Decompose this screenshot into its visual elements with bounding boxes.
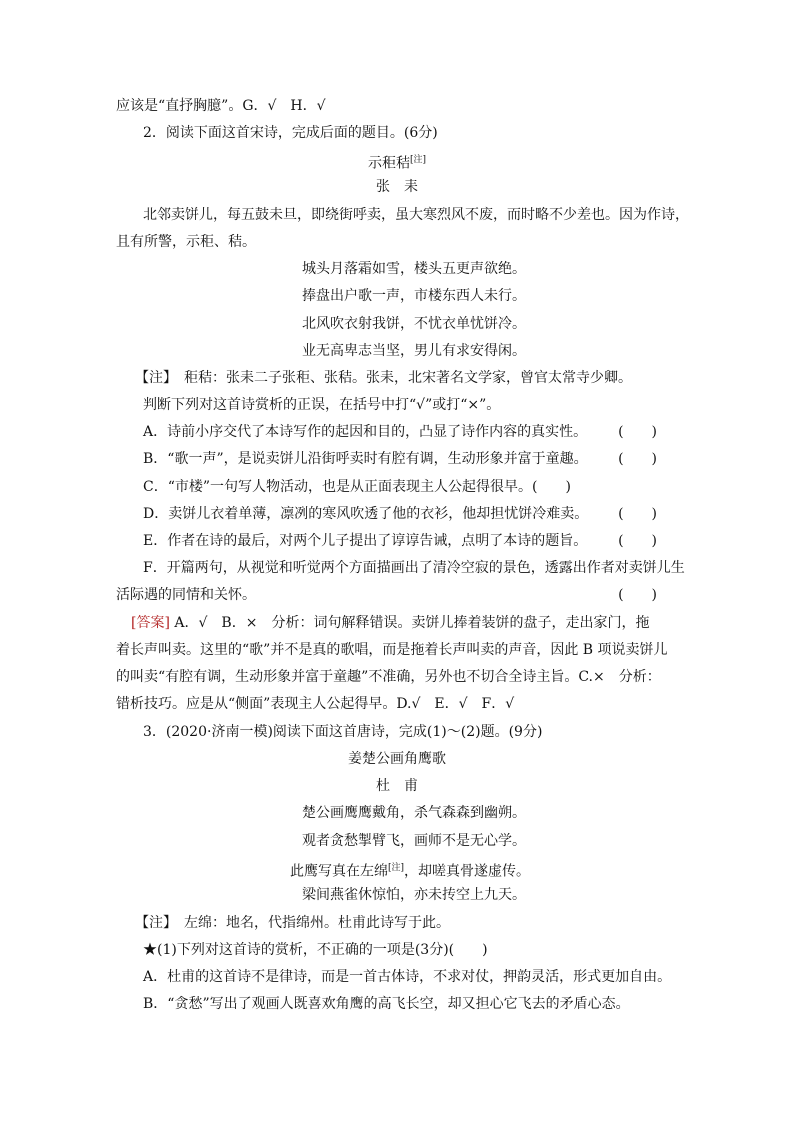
option-c: C．“市楼”一句写人物活动，也是从正面表现主人公起得很早。( ) — [143, 479, 571, 495]
answer-line: 着长声叫卖。这里的“歌”并不是真的歌唱，而是拖着长声叫卖的声音，因此 B 项说卖饼儿 — [116, 642, 668, 658]
instruction: 判断下列对这首诗赏析的正误，在括号中打“√”或打“×”。 — [143, 397, 501, 413]
question-3-heading: 3．(2020·济南一模)阅读下面这首唐诗，完成(1)～(2)题。(9分) — [143, 724, 543, 740]
poem-line: 北风吹衣射我饼，不忧衣单忧饼冷。 — [302, 316, 526, 332]
sub-question-1: ★(1)下列对这首诗的赏析，不正确的一项是(3分)( ) — [143, 942, 488, 958]
poem-1-author: 张 耒 — [376, 179, 418, 195]
option-a: A．杜甫的这首诗不是律诗，而是一首古体诗，不求对仗，押韵灵活，形式更加自由。 — [143, 969, 672, 985]
poem-1-title — [0, 150, 794, 174]
preface-line: 北邻卖饼儿，每五鼓未旦，即绕街呼卖，虽大寒烈风不废，而时略不少差也。因为作诗， — [143, 207, 689, 223]
answer-paren: ( ) — [618, 533, 657, 549]
poem-line: 梁间燕雀休惊怕，亦未抟空上九天。 — [302, 887, 526, 903]
preface-line: 且有所警，示秬、秸。 — [116, 234, 256, 250]
answer-paren: ( ) — [618, 587, 657, 603]
option-f: F．开篇两句，从视觉和听觉两个方面描画出了清冷空寂的景色，透露出作者对卖饼儿生 — [143, 560, 685, 576]
answer-paren: ( ) — [618, 506, 657, 522]
answer-paren: ( ) — [618, 451, 657, 467]
question-2-heading: 2．阅读下面这首宋诗，完成后面的题目。(6分) — [143, 125, 438, 141]
option-f-continued: 活际遇的同情和关怀。 — [116, 587, 256, 603]
answer-line: 的叫卖“有腔有调，生动形象并富于童趣”不准确，另外也不切合全诗主旨。C.× 分析： — [116, 669, 661, 685]
poem-line: 楚公画鹰鹰戴角，杀气森森到幽朔。 — [302, 805, 526, 821]
poem-line — [290, 858, 530, 882]
answer-tag: [答案] — [131, 615, 170, 631]
answer-line: 错析技巧。应是从“侧面”表现主人公起得早。D.√ E．√ F．√ — [116, 696, 515, 712]
answer-text: A．√ B．× 分析：词句解释错误。卖饼儿捧着装饼的盘子，走出家门，拖 — [174, 615, 650, 631]
poem-line: 捧盘出户歌一声，市楼东西人未行。 — [302, 288, 526, 304]
poem-line: 观者贪愁掣臂飞，画师不是无心学。 — [302, 833, 526, 849]
answer-paren: ( ) — [618, 424, 657, 440]
option-d: D．卖饼儿衣着单薄，凛冽的寒风吹透了他的衣衫，他却担忧饼冷难卖。 — [143, 506, 589, 522]
poem-line: 业无高卑志当坚，男儿有求安得闲。 — [302, 343, 526, 359]
poem-note: 【注】 左绵：地名，代指绵州。杜甫此诗写于此。 — [135, 915, 450, 931]
answer-line — [131, 613, 649, 633]
note-marker: [注] — [409, 155, 427, 165]
poem-note: 【注】 秬秸：张耒二子张秬、张秸。张耒，北宋著名文学家，曾官太常寺少卿。 — [135, 370, 632, 386]
option-b: B．“歌一声”，是说卖饼儿沿街呼卖时有腔有调，生动形象并富于童趣。 — [143, 451, 588, 467]
note-marker: [注] — [388, 863, 405, 873]
option-e: E．作者在诗的最后，对两个儿子提出了谆谆告诫，点明了本诗的题旨。 — [143, 533, 588, 549]
poem-text: ，却嗟真骨遂虚传。 — [404, 863, 531, 880]
option-b: B．“贪愁”写出了观画人既喜欢角鹰的高飞长空，却又担心它飞去的矛盾心态。 — [143, 996, 630, 1012]
poem-title-text: 示秬秸 — [367, 155, 410, 172]
poem-line: 城头月落霜如雪，楼头五更声欲绝。 — [302, 261, 526, 277]
poem-text: 此鹰写真在左绵 — [290, 863, 388, 880]
poem-2-author: 杜 甫 — [376, 778, 418, 794]
text-line: 应该是“直抒胸臆”。G．√ H．√ — [116, 98, 326, 114]
option-a: A．诗前小序交代了本诗写作的起因和目的，凸显了诗作内容的真实性。 — [143, 424, 588, 440]
poem-2-title: 姜楚公画角鹰歌 — [348, 751, 446, 767]
